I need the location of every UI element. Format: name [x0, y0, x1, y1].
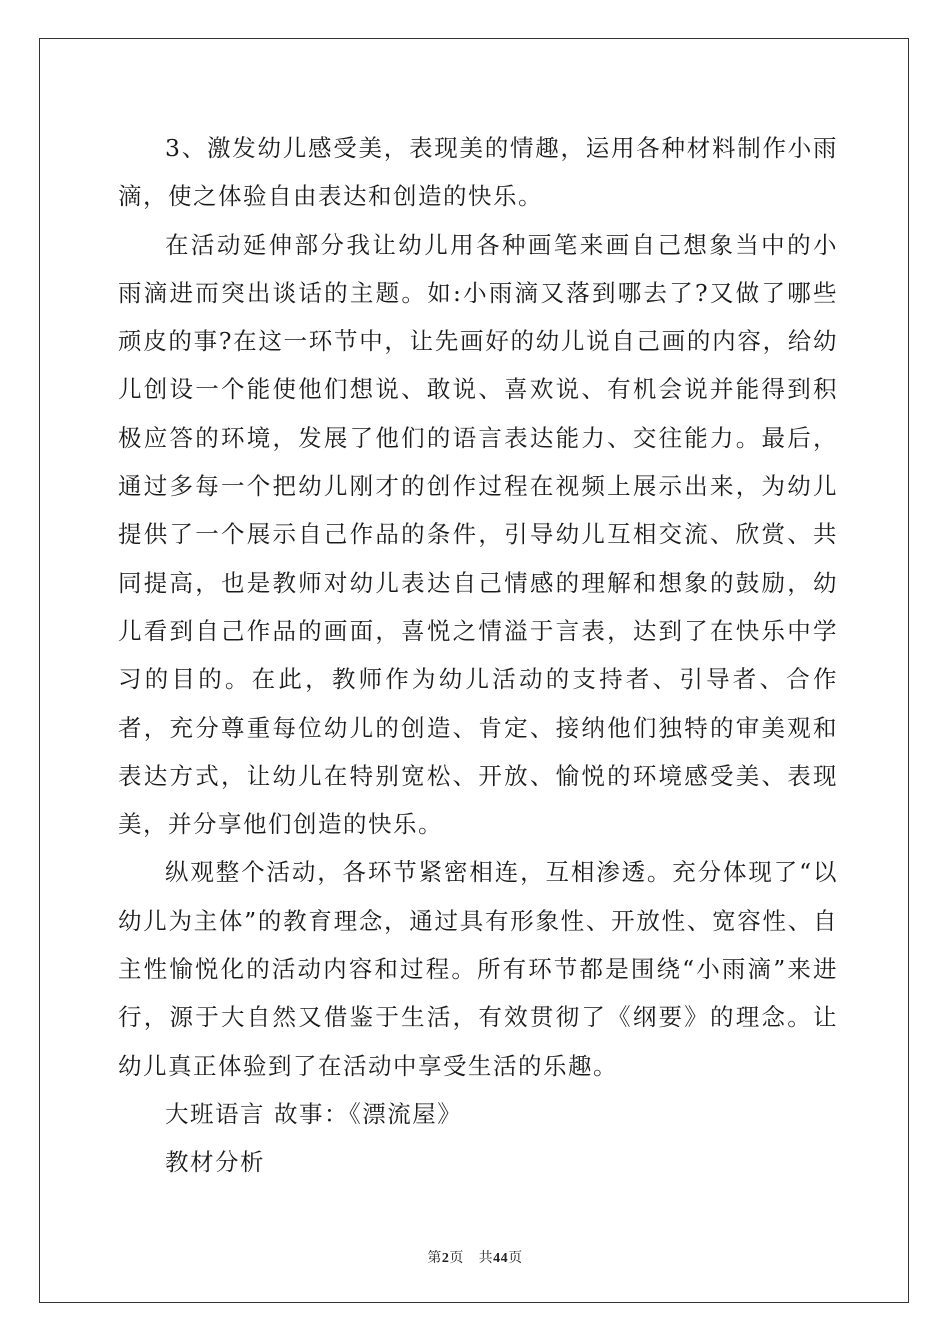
- total-pages: 44: [493, 1251, 509, 1266]
- paragraph-overview: 纵观整个活动，各环节紧密相连，互相渗透。充分体现了“以幼儿为主体”的教育理念，通过具有形象性、开放性、宽容性、自主性愉悦化的活动内容和过程。所有环节都是围绕“小雨滴”来进行，源于大自然又借鉴于生活，有效贯彻了《纲要》的理念。让幼儿真正体验到了在活动中享受生活的乐趣。: [118, 858, 838, 1080]
- total-prefix: 共: [478, 1250, 494, 1266]
- page-number: 2: [441, 1251, 450, 1266]
- total-suffix: 页: [508, 1250, 523, 1266]
- paragraph-goal-3: 3、激发幼儿感受美，表现美的情趣，运用各种材料制作小雨滴，使之体验自由表达和创造的快乐。: [118, 134, 838, 211]
- document-body: [118, 124, 838, 1187]
- page-footer: [0, 1247, 950, 1267]
- section-title: 教材分析: [165, 1148, 265, 1177]
- paragraph-activity-extension: 在活动延伸部分我让幼儿用各种画笔来画自己想象当中的小雨滴进而突出谈话的主题。如:小雨滴又落到哪去了?又做了哪些顽皮的事?在这一环节中，让先画好的幼儿说自己画的内容，给幼儿创设一个能使他们想说、敢说、喜欢说、有机会说并能得到积极应答的环境，发展了他们的语言表达能力、交往能力。最后，通过多每一个把幼儿刚才的创作过程在视频上展示出来，为幼儿提供了一个展示自己作品的条件，引导幼儿互相交流、欣赏、共同提高，也是教师对幼儿表达自己情感的理解和想象的鼓励，幼儿看到自己作品的画面，喜悦之情溢于言表，达到了在快乐中学习的目的。在此，教师作为幼儿活动的支持者、引导者、合作者，充分尊重每位幼儿的创造、肯定、接纳他们独特的审美观和表达方式，让幼儿在特别宽松、开放、愉悦的环境感受美、表现美，并分享他们创造的快乐。: [118, 230, 838, 839]
- story-title: 大班语言 故事：《漂流屋》: [165, 1099, 463, 1128]
- page-suffix: 页: [449, 1250, 464, 1266]
- page-prefix: 第: [427, 1250, 442, 1266]
